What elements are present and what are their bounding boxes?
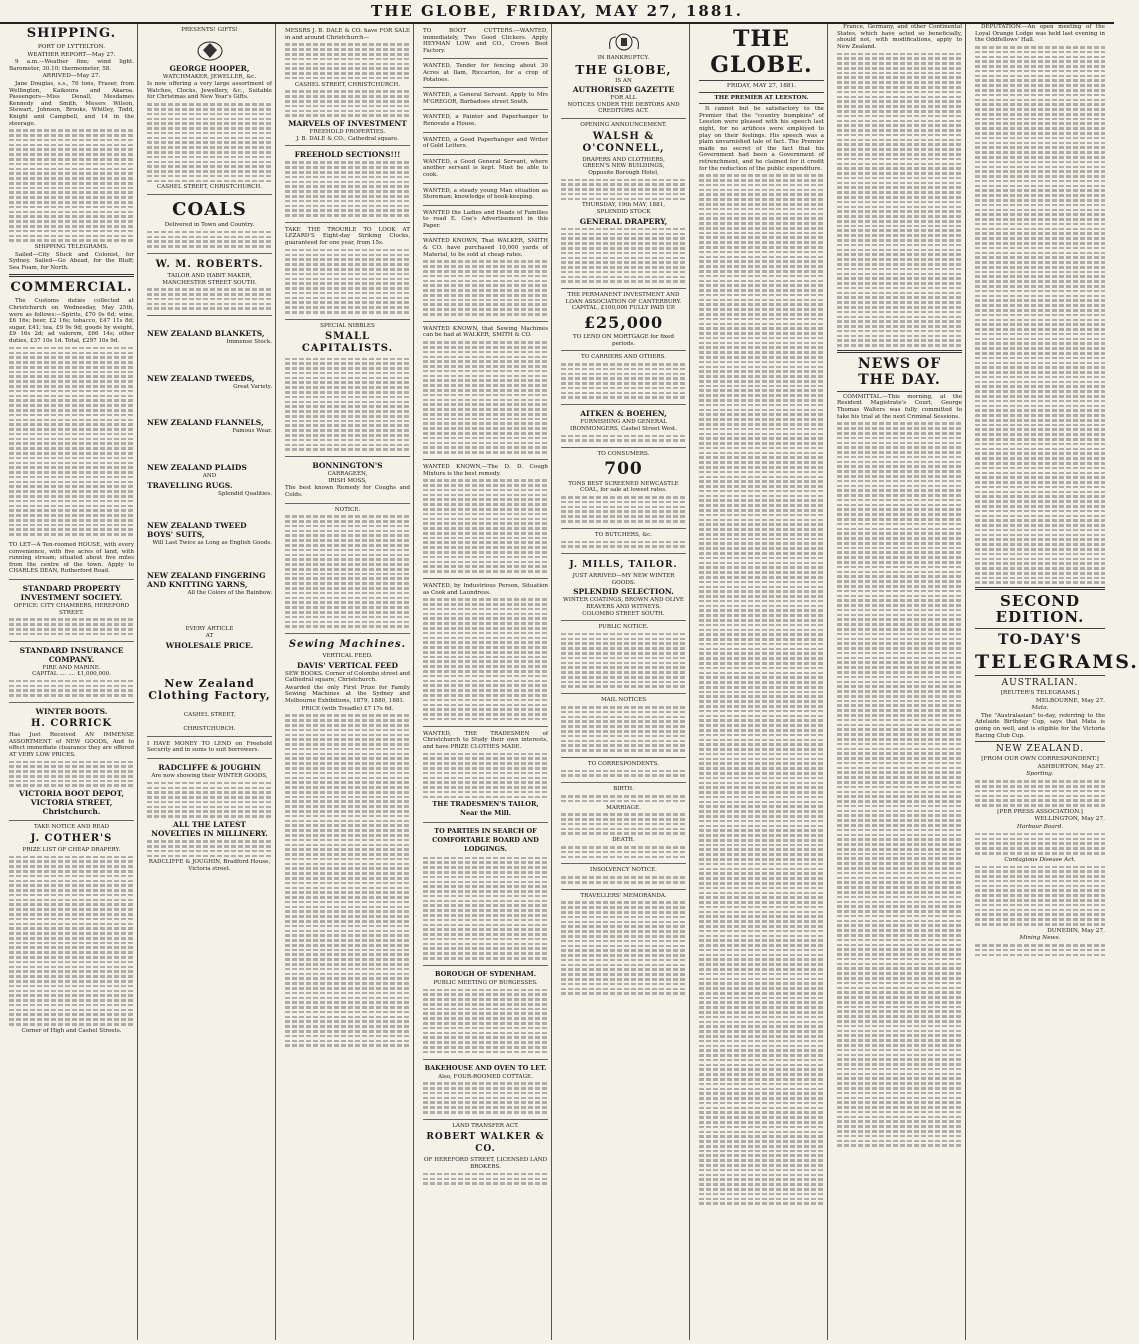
wanted-stores-ad xyxy=(423,579,548,727)
carriers-title: TO CARRIERS AND OTHERS. xyxy=(580,354,667,361)
wholesale-title: WHOLESALE PRICE. xyxy=(165,640,254,650)
boot-depot: VICTORIA BOOT DEPOT, VICTORIA STREET, Christchurch. xyxy=(18,789,125,817)
davis-text: Awarded the only First Prize for Family Sewing Machines at the Sydney and Melbourne Exhibitions, 1879, 1880, 1881. xyxy=(285,684,410,705)
notice-ad xyxy=(285,504,410,635)
blankets-title: NEW ZEALAND BLANKETS, xyxy=(147,329,265,339)
wanted-sewing-text: WANTED KNOWN, that Sewing Machines can be had at WALKER, SMITH & CO. xyxy=(423,325,548,339)
land-ad xyxy=(423,1120,548,1190)
fisk-ad xyxy=(147,316,272,737)
corrick-text: Has Just Received AN IMMENSE ASSORTMENT of NEW GOODS, And to effect immediate clearance they are offered AT VERY LOW PRICES. xyxy=(9,732,134,758)
telegrams-heading: SHIPPING TELEGRAMS. xyxy=(34,244,109,251)
lend-amount: £25,000 xyxy=(583,312,664,332)
davis-price: PRICE (with Treadle) £7 17s 6d. xyxy=(301,705,394,712)
nz-heading: NEW ZEALAND. xyxy=(996,744,1084,755)
sporting-heading: Sporting. xyxy=(1026,771,1054,778)
wanted-feet-ad xyxy=(423,460,548,579)
boys-sub: Will Last Twice as Long as English Goods. xyxy=(152,540,272,547)
flannels-title: NEW ZEALAND FLANNELS, xyxy=(147,418,264,428)
millinery: ALL THE LATEST NOVELTIES IN MILLINERY. xyxy=(151,819,268,838)
radcliffe-ad xyxy=(147,759,272,876)
davis-ad xyxy=(285,634,410,1052)
weather-heading: WEATHER REPORT—May 27. xyxy=(27,51,116,58)
bonnington-ad xyxy=(285,457,410,503)
mills-name: J. MILLS, TAILOR. xyxy=(569,560,678,571)
mills-ad xyxy=(561,554,686,621)
cother-name: J. COTHER'S xyxy=(30,832,113,844)
hooper-ad xyxy=(147,24,272,195)
tweeds-title: NEW ZEALAND TWEEDS, xyxy=(147,373,255,383)
text-filler xyxy=(9,347,134,536)
harbour-heading: Harbour Board. xyxy=(1016,824,1064,831)
boot-cutters-ad xyxy=(423,24,548,59)
arrived-heading: ARRIVED—May 27. xyxy=(42,73,101,80)
gazette-globe: THE GLOBE, xyxy=(575,62,672,77)
sewing-title: Sewing Machines. xyxy=(288,639,407,651)
sydenham-ad xyxy=(423,966,548,1060)
irish-moss: IRISH MOSS, xyxy=(328,477,367,484)
for-all: FOR ALL xyxy=(610,95,637,102)
column-8 xyxy=(972,24,1139,1340)
fisk-title: New Zealand Clothing Factory, xyxy=(148,676,271,702)
hooper-name: GEORGE HOOPER, xyxy=(169,63,250,73)
opening-date: THURSDAY, 19th MAY, 1881, xyxy=(581,202,666,209)
plaids-and: AND xyxy=(202,473,217,479)
premier-heading: THE PREMIER AT LEESTON. xyxy=(714,94,809,101)
roberts-ad xyxy=(147,254,272,316)
traveller-ad xyxy=(561,890,686,1000)
bankruptcy: IN BANKRUPTCY. xyxy=(597,55,650,61)
fire-marine: FIRE AND MARINE. xyxy=(42,664,101,671)
port-heading: PORT OF LYTTELTON. xyxy=(37,44,106,50)
column-6 xyxy=(696,24,828,1340)
debtors-notices: NOTICES UNDER THE DEBTORS AND CREDITORS ACT. xyxy=(567,101,680,115)
carrageen: CARRAGEEN, xyxy=(327,471,368,478)
todays-title: TO-DAY'S xyxy=(998,632,1082,649)
davis-sub: SEW BOOKS. Corner of Colombo street and Cathedral square, Christchurch. xyxy=(285,670,410,684)
mail-title: MAIL NOTICES xyxy=(600,697,647,704)
second-edition: SECOND EDITION. xyxy=(995,592,1085,627)
wanted-stores-text: WANTED, by Industrious Person, Situation as Cook and Laundress. xyxy=(423,582,548,596)
notice-title: NOTICE. xyxy=(334,506,361,513)
dale-square: J. B. DALE & CO., Cathedral square. xyxy=(296,135,399,142)
general-drapery: GENERAL DRAPERY, xyxy=(579,216,668,226)
roberts-name: W. M. ROBERTS. xyxy=(155,258,264,270)
dunedin-date: DUNEDIN, May 27. xyxy=(1047,927,1105,934)
contagious-heading: Contagious Disease Act. xyxy=(1004,856,1076,863)
freehold-sections: FREEHOLD SECTIONS!!! xyxy=(294,150,401,160)
insolvency-ad xyxy=(561,864,686,889)
plaids-title: NEW ZEALAND PLAIDS xyxy=(147,463,247,472)
lezard-ad xyxy=(285,223,410,320)
wellington-date: WELLINGTON, May 27. xyxy=(1034,816,1105,823)
wanted-youth-ad xyxy=(423,184,548,206)
capitalists-title: SMALL CAPITALISTS. xyxy=(301,331,394,355)
mills-coatings: WINTER COATINGS, BROWN AND OLIVE BEAVERS AND WITNEYS. xyxy=(563,597,684,610)
standard-office: OFFICE: CITY CHAMBERS, HEREFORD STREET. xyxy=(13,603,130,616)
freehold-ad xyxy=(285,146,410,223)
wanted-paper-ad xyxy=(423,133,548,155)
money-text: I HAVE MONEY TO LEND on Freehold Security and in sums to suit borrowers. xyxy=(147,740,272,754)
melbourne-date: MELBOURNE, May 27. xyxy=(1035,697,1105,704)
wanted-paper-text: WANTED, a Good Paperhanger and Writer of Gold Letters. xyxy=(423,136,548,150)
aitken-sub: FURNISHING AND GENERAL IRONMONGERS, Cashel Street West. xyxy=(570,419,677,432)
dale-ad xyxy=(285,24,410,146)
marvels-title: MARVELS OF INVESTMENT xyxy=(288,119,407,129)
splendid-stock: SPLENDID STOCK xyxy=(596,209,651,216)
blankets-sub: Immense Stock. xyxy=(226,339,272,346)
mail-ad xyxy=(561,694,686,758)
telegrams-text: Sailed—City Stuck and Colonist, for Sydney. Sailed—Go Ahead, for the Bluff; Sea Foam, for North. xyxy=(9,251,134,271)
text-filler xyxy=(699,174,824,1205)
coals-ad xyxy=(147,195,272,254)
at-label: AT xyxy=(205,632,214,639)
coals-sub: Delivered in Town and Country. xyxy=(164,222,255,229)
knitting-title: NEW ZEALAND FINGERING AND KNITTING YARNS, xyxy=(147,570,266,589)
birth-title: BIRTH. xyxy=(613,786,634,793)
capital: CAPITAL .... .... £1,000,000. xyxy=(32,671,111,678)
house-ad-text: TO LET—A Ten-roomed HOUSE, with every convenience, with five acres of land, with running stream; situated about five miles from the centre of the town. Apply to CHARLES DEAN, Rutherford Road. xyxy=(9,542,134,575)
masthead xyxy=(0,0,1114,24)
column-1 xyxy=(6,24,138,1340)
news-heading: NEWS OF THE DAY. xyxy=(857,355,942,388)
freehold-title: FREEHOLD PROPERTIES. xyxy=(309,129,386,136)
opposite-hotel: Opposite Borough Hotel, xyxy=(588,169,659,176)
wanted-servant-ad xyxy=(423,88,548,110)
dale-head: MESSRS J. B. DALE & CO. have FOR SALE in and around Christchurch— xyxy=(285,28,410,41)
wanted-painter-text: WANTED, a Painter and Paperhanger to Renovate a House. xyxy=(423,114,548,127)
tradesmens-tailor: THE TRADESMEN'S TAILOR, Near the Mill. xyxy=(432,800,539,818)
traveller-title: TRAVELLERS' MEMORANDA. xyxy=(580,892,667,899)
ashburton-date: ASHBURTON, May 27. xyxy=(1037,763,1105,770)
corrick-name: H. CORRICK xyxy=(30,718,113,729)
standard-ad xyxy=(9,580,134,642)
walker-title: ROBERT WALKER & CO. xyxy=(426,1132,545,1155)
sydenham-title: BOROUGH OF SYDENHAM. xyxy=(434,969,536,978)
bakehouse-title: BAKEHOUSE AND OVEN TO LET. xyxy=(424,1063,547,1072)
boot-cutters-text: TO BOOT CUTTERS.—WANTED, immediately, Two Good Clickers. Apply HEYMAN LOW and CO., Crown Boot Factory. xyxy=(423,28,548,54)
insurance-title: STANDARD INSURANCE COMPANY. xyxy=(19,645,124,664)
special-nibbles: SPECIAL NIBBLES xyxy=(320,322,375,329)
deputation-text: DEPUTATION.—An open meeting of the Loyal Orange Lodge was held last evening in the Oddfellows' Hall. xyxy=(975,24,1105,44)
rugs-title: TRAVELLING RUGS. xyxy=(147,480,233,490)
capitalists-ad xyxy=(285,320,410,457)
column-5 xyxy=(558,24,690,1340)
carriers-ad xyxy=(561,351,686,405)
correspondents-title: TO CORRESPONDENTS. xyxy=(587,760,660,767)
wanted-general-text: WANTED, a Good General Servant, where another servant is kept. Must be able to cook. xyxy=(423,158,548,178)
insurance-ad xyxy=(9,642,134,704)
shipping-heading: SHIPPING. xyxy=(26,26,117,41)
leader-text: It cannot but be satisfactory to the Premier that the "country bumpkins" of Leeston were pleased with his speech last night, for no artifices were employed to play on their feelings. His speech was a plain unvarnished tale of fact. The Premier made no secret of the fact that his Government had been a Government of retrenchment, and he claimed for it credit for the reduction of the public expenditure. xyxy=(699,106,824,172)
column-4 xyxy=(420,24,552,1340)
walsh-ad xyxy=(561,119,686,289)
knitting-sub: All the Colors of the Rainbow. xyxy=(187,589,272,596)
cother-address: Corner of High and Cashel Streets. xyxy=(21,1027,122,1034)
land-transfer: LAND TRANSFER ACT. xyxy=(452,1122,519,1129)
committal-text: COMMITTAL.—This morning, at the Resident Magistrate's Court, George Thomas Walters was fully committed to take his trial at the next Criminal Sessions. xyxy=(837,393,962,420)
commercial-heading: COMMERCIAL. xyxy=(10,280,133,296)
money-ad xyxy=(147,737,272,759)
is-an: IS AN xyxy=(615,77,632,84)
text-filler xyxy=(9,129,134,242)
aitken-ad xyxy=(561,405,686,448)
roberts-sub: TAILOR AND HABIT MAKER, MANCHESTER STREET SOUTH. xyxy=(162,272,257,286)
wanted-cheap-text: WANTED KNOWN, That WALKER, SMITH & CO. have purchased 10,000 yards of Material, to be sold at cheap rates. xyxy=(423,238,548,258)
text-filler xyxy=(975,46,1105,584)
vertical-feed: VERTICAL FEED. xyxy=(322,653,373,660)
wanted-clothes-ad xyxy=(423,727,548,824)
public-notice-ad xyxy=(561,621,686,694)
wanted-tender-ad xyxy=(423,59,548,88)
coal-amount: 700 xyxy=(604,458,643,479)
death-title: DEATH. xyxy=(612,837,635,844)
coal-ad xyxy=(561,448,686,529)
australian-heading: AUSTRALIAN. xyxy=(1001,678,1079,689)
column-2 xyxy=(144,24,276,1340)
fisk-city: CHRISTCHURCH. xyxy=(183,726,236,733)
lend-sub: TO LEND ON MORTGAGE for fixed periods. xyxy=(573,333,674,347)
wanted-sewing-ad xyxy=(423,322,548,460)
text-filler xyxy=(837,53,962,347)
davis-title: DAVIS' VERTICAL FEED xyxy=(296,660,399,670)
consumers-title: TO CONSUMERS. xyxy=(597,451,650,458)
greens-buildings: GREEN'S NEW BUILDINGS, xyxy=(582,163,665,170)
wanted-servant-text: WANTED, a General Servant. Apply to Mrs M'GREGOR, Barbadoes street South. xyxy=(423,92,548,105)
coals-title: COALS xyxy=(172,199,247,221)
bakehouse-ad xyxy=(423,1060,548,1120)
bonnington-title: BONNINGTON'S xyxy=(312,461,383,471)
opening-title: OPENING ANNOUNCEMENT. xyxy=(580,121,667,128)
hooper-sub: WATCHMAKER, JEWELLER, &c. xyxy=(162,73,257,80)
mata-heading: Mata. xyxy=(1031,705,1049,712)
standard-title: STANDARD PROPERTY INVESTMENT SOCIETY. xyxy=(20,584,123,602)
radcliffe-sub: Are now showing their WINTER GOODS, xyxy=(151,772,268,779)
permanent-capital: CAPITAL, £100,000 FULLY PAID UP. xyxy=(571,305,676,312)
mills-goods: JUST ARRIVED—MY NEW WINTER GOODS. xyxy=(572,573,675,586)
aitken-name: AITKEN & BOEHEN, xyxy=(580,409,667,419)
radcliffe-addr: RADCLIFFE & JOUGHIN, Bradford House, Victoria street. xyxy=(148,859,271,872)
corrick-ad xyxy=(9,703,134,821)
mining-heading: Mining News. xyxy=(1019,935,1061,942)
cottage: Also, FOUR-ROOMED COTTAGE. xyxy=(438,1073,533,1080)
lezard-text: TAKE THE TROUBLE TO LOOK AT LEZARD'S Eight-day Striking Clocks, guaranteed for one year, from 15s. xyxy=(285,226,410,247)
wanted-tender-text: WANTED, Tender for fencing about 30 Acres at Ilam, Riccarton, for a crop of Potatoes. xyxy=(423,63,548,83)
wanted-cheap-ad xyxy=(423,234,548,321)
press-association: [PER PRESS ASSOCIATION.] xyxy=(997,808,1083,815)
lodgings-ad xyxy=(423,823,548,965)
leader-continued: France, Germany, and other Continental States, which have acted so beneficially, should not, with modifications, apply to New Zealand. xyxy=(837,24,962,50)
permanent-ad xyxy=(561,289,686,351)
masthead-title: THE GLOBE, FRIDAY, MAY 27, 1881. xyxy=(371,2,743,20)
public-meeting: PUBLIC MEETING OF BURGESSES. xyxy=(433,979,538,986)
every-article: EVERY ARTICLE xyxy=(185,626,234,633)
moss-sub: The best known Remedy for Coughs and Colds. xyxy=(285,485,410,498)
radcliffe-name: RADCLIFFE & JOUGHIN xyxy=(158,762,261,772)
walsh-name: WALSH & O'CONNELL, xyxy=(582,130,665,154)
hooper-address: CASHEL STREET, CHRISTCHURCH. xyxy=(156,184,263,191)
commercial-text: The Customs duties collected at Christchurch on Wednesday, May 25th, were as follows:—Spirits, £70 0s 6d; wine, £6 16s; beer, £2 16s; tobacco, £47 11s 8d; sugar, £41; tea, £9 9s 9d; goods by weight, £9 16s 2d; ad valorem, £66 14s; other duties, £37 10s 1d. Total, £297 10s 9d. xyxy=(9,298,134,344)
winter-boots: WINTER BOOTS. xyxy=(35,707,108,716)
own-correspondent: [FROM OUR OWN CORRESPONDENT.] xyxy=(981,756,1099,763)
wanted-feet-text: WANTED KNOWN,—The D. D. Cough Mixture is the best remedy. xyxy=(423,463,548,477)
cother-sub: PRIZE LIST OF CHEAP DRAPERY. xyxy=(22,846,121,853)
wanted-youth-text: WANTED, a steady young Man situation as Storeman; knowledge of book-keeping. xyxy=(423,187,548,201)
column-3 xyxy=(282,24,414,1340)
public-notice-title: PUBLIC NOTICE. xyxy=(598,624,649,631)
fisk-street: CASHEL STREET, xyxy=(183,711,236,718)
butchers-title: TO BUTCHERS, &c. xyxy=(594,531,653,538)
globe-date: FRIDAY, MAY 27, 1881. xyxy=(726,83,797,89)
wanted-ladies-ad xyxy=(423,206,548,235)
mata-text: The "Australasian" to-day, referring to the Adelaide Birthday Cup, says that Mata is going on well, and is eligible for the Victoria Racing Club Cup. xyxy=(975,712,1105,739)
tweeds-sub: Great Variety. xyxy=(233,383,272,390)
coal-sub: TONS BEST SCREENED NEWCASTLE COAL, for sale at lowest rates. xyxy=(568,480,679,494)
cother-ad xyxy=(9,821,134,1037)
globe-title: THE GLOBE. xyxy=(710,26,813,78)
butchers-ad xyxy=(561,529,686,554)
column-7 xyxy=(834,24,966,1340)
wanted-clothes-text: WANTED, THE TRADESMEN of Christchurch to Study their own interests, and have PRIZE CLOTHES MADE. xyxy=(423,730,548,750)
lodgings-title: TO PARTIES IN SEARCH OF COMFORTABLE BOARD AND LODGINGS. xyxy=(432,827,539,854)
permanent-title: THE PERMANENT INVESTMENT AND LOAN ASSOCIATION OF CANTERBURY. xyxy=(565,292,682,305)
text-filler xyxy=(837,422,962,1147)
births-ad xyxy=(561,783,686,864)
house-ad xyxy=(9,538,134,580)
mills-colombo: COLOMBO STREET SOUTH. xyxy=(582,610,665,617)
boys-title: NEW ZEALAND TWEED BOYS' SUITS, xyxy=(147,521,247,540)
flannels-sub: Famous Wear. xyxy=(232,428,272,435)
insolvency-title: INSOLVENCY NOTICE. xyxy=(590,867,657,874)
wanted-ladies-text: WANTED the Ladies and Heads of Families to read E. Coe's Advertisement in this Paper. xyxy=(423,209,548,229)
correspondents-ad xyxy=(561,758,686,783)
wanted-painter-ad xyxy=(423,110,548,132)
arrived-text: Jane Douglas, s.s., 76 tons, Fraser, from Wellington, Kaikoura and Akaroa. Passengers—Miss Denall, Mesdames Kennedy and Smith, Messrs Wilson, Stewart, Johnson, Brooks, Whitley, Todd, Knight and Campbell, and 14 in the steerage. xyxy=(9,80,134,127)
telegrams-title: TELEGRAMS. xyxy=(975,651,1139,674)
presents-heading: PRESENTS! GIFTS! xyxy=(181,27,238,33)
cother-notice: TAKE NOTICE AND READ xyxy=(33,824,110,831)
wanted-general-ad xyxy=(423,155,548,184)
hooper-text: Is now offering a very large assortment of Watches, Clocks, Jewellery, &c., Suitable for Christmas and New Year's Gifts. xyxy=(147,81,272,101)
royal-arms-icon xyxy=(561,31,686,53)
drapers: DRAPERS AND CLOTHIERS, xyxy=(582,156,665,163)
crest-icon xyxy=(147,38,272,62)
reuters: [REUTER'S TELEGRAMS.] xyxy=(1000,690,1080,697)
weather-text: 9 a.m.—Weather fine; wind light. Barometer, 30.10; thermometer, 58. xyxy=(9,59,134,72)
marriage-title: MARRIAGE. xyxy=(606,804,641,811)
walker-sub: OF HEREFORD STREET, LICENSED LAND BROKERS. xyxy=(423,1157,548,1170)
rugs-sub: Splendid Qualities. xyxy=(218,490,272,497)
dale-cashel: CASHEL STREET, CHRISTCHURCH. xyxy=(294,81,401,88)
mills-selection: SPLENDID SELECTION. xyxy=(573,587,674,597)
authorised-gazette: AUTHORISED GAZETTE xyxy=(572,85,675,95)
newspaper-page xyxy=(6,24,1139,1340)
gazette-ad xyxy=(561,24,686,119)
